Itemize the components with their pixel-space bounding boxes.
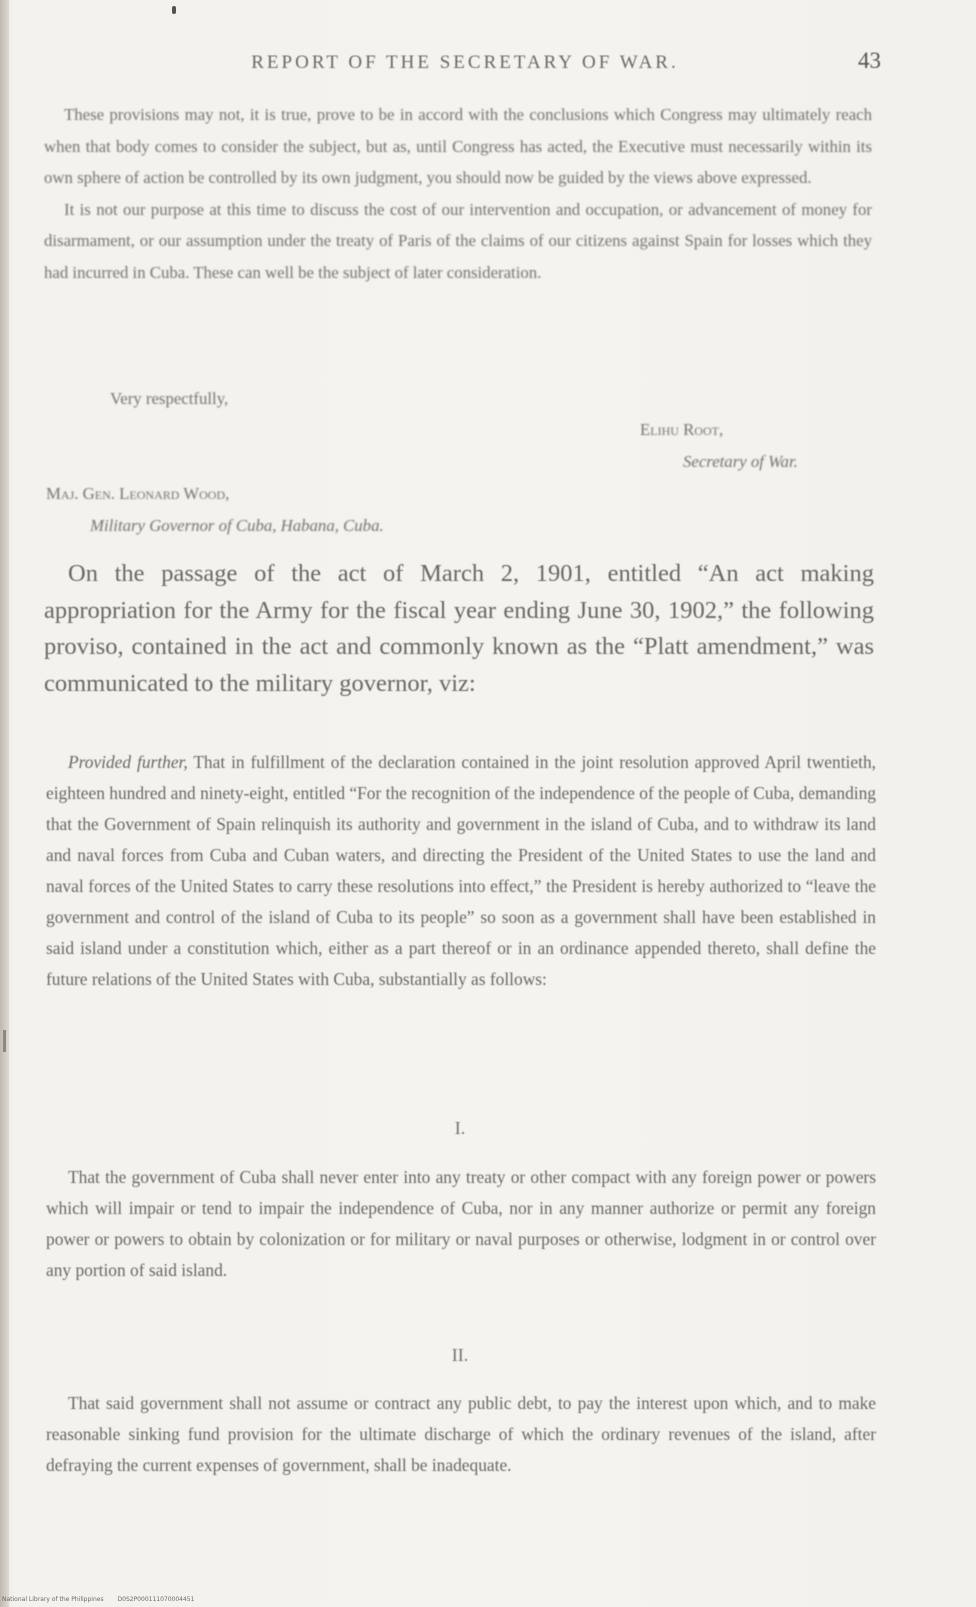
edge-mark [3, 1030, 6, 1052]
letter-paragraph-1: These provisions may not, it is true, prove to be in accord with the conclusions which Congress may ultimately reach when that body comes to consider the subject, but as, until Congress has acted, the Executive must necessarily within its own sphere of action be controlled by its own judgment, you should now be guided by the views above expressed. [44, 105, 872, 187]
article-1-block [46, 1162, 876, 1286]
proviso-paragraph [46, 747, 876, 995]
proviso-lead: Provided further, [68, 752, 188, 772]
letter-body [44, 99, 872, 288]
main-paragraph-block [44, 556, 874, 702]
addressee-title: Military Governor of Cuba, Habana, Cuba. [90, 516, 384, 535]
addressee-name-text: Maj. Gen. Leonard Wood, [46, 484, 230, 503]
addressee-name [46, 478, 546, 510]
scan-footer [2, 1596, 206, 1603]
signatory-name: Elihu Root, [640, 420, 724, 439]
article-2-numeral: II. [451, 1345, 469, 1365]
article-2-text: That said government shall not assume or contract any public debt, to pay the interest upon which, and to make reasonable sinking fund provision for the ultimate discharge of which the ordinary revenues of the island, after defraying the current expenses of government, shall be inadequate. [46, 1393, 876, 1475]
ink-speck [172, 6, 176, 14]
proviso-block [46, 747, 876, 995]
footer-barcode: D0S2P000111070004451 [117, 1596, 195, 1603]
signatory-title: Secretary of War. [683, 452, 798, 471]
running-head: REPORT OF THE SECRETARY OF WAR. [251, 52, 679, 73]
footer-library: National Library of the Philippines [2, 1596, 104, 1603]
article-2-block [46, 1388, 876, 1481]
main-paragraph: On the passage of the act of March 2, 1901, entitled “An act making appropriation for the Army for the fiscal year ending June 30, 1902,” the following proviso, contained in the act and commonly known as the “Platt amendment,” was communicated to the military governor, viz: [44, 560, 874, 697]
letter-paragraph-2: It is not our purpose at this time to discuss the cost of our intervention and occupation, or advancement of money for disarmament, or our assumption under the treaty of Paris of the claims of our citizens against Spain for losses which they had incurred in Cuba. These can well be the subject of later consideration. [44, 199, 872, 282]
proviso-text: That in fulfillment of the declaration contained in the joint resolution approved April twentieth, eighteen hundred and ninety-eight, entitled “For the recognition of the independence of the people of Cuba, demanding that the Government of Spain relinquish its authority and government in the island of Cuba, and to withdraw its land and naval forces from Cuba and Cuban waters, and directing the President of the United States to use the land and naval forces of the United States to carry these resolutions into effect,” the President is hereby authorized to “leave the government and control of the island of Cuba to its people” so soon as a government shall have been established in said island under a constitution which, either as a part thereof or in an ordinance appended thereto, shall define the future relations of the United States with Cuba, substantially as follows: [46, 752, 876, 989]
page-number: 43 [858, 48, 881, 73]
article-1-text: That the government of Cuba shall never enter into any treaty or other compact with any foreign power or powers which will impair or tend to impair the independence of Cuba, nor in any manner authorize or permit any foreign power or powers to obtain by colonization or for military or naval purposes or otherwise, lodgment in or control over any portion of said island. [46, 1167, 876, 1280]
article-1-numeral: I. [454, 1118, 466, 1138]
letter-closing: Very respectfully, [110, 389, 229, 408]
